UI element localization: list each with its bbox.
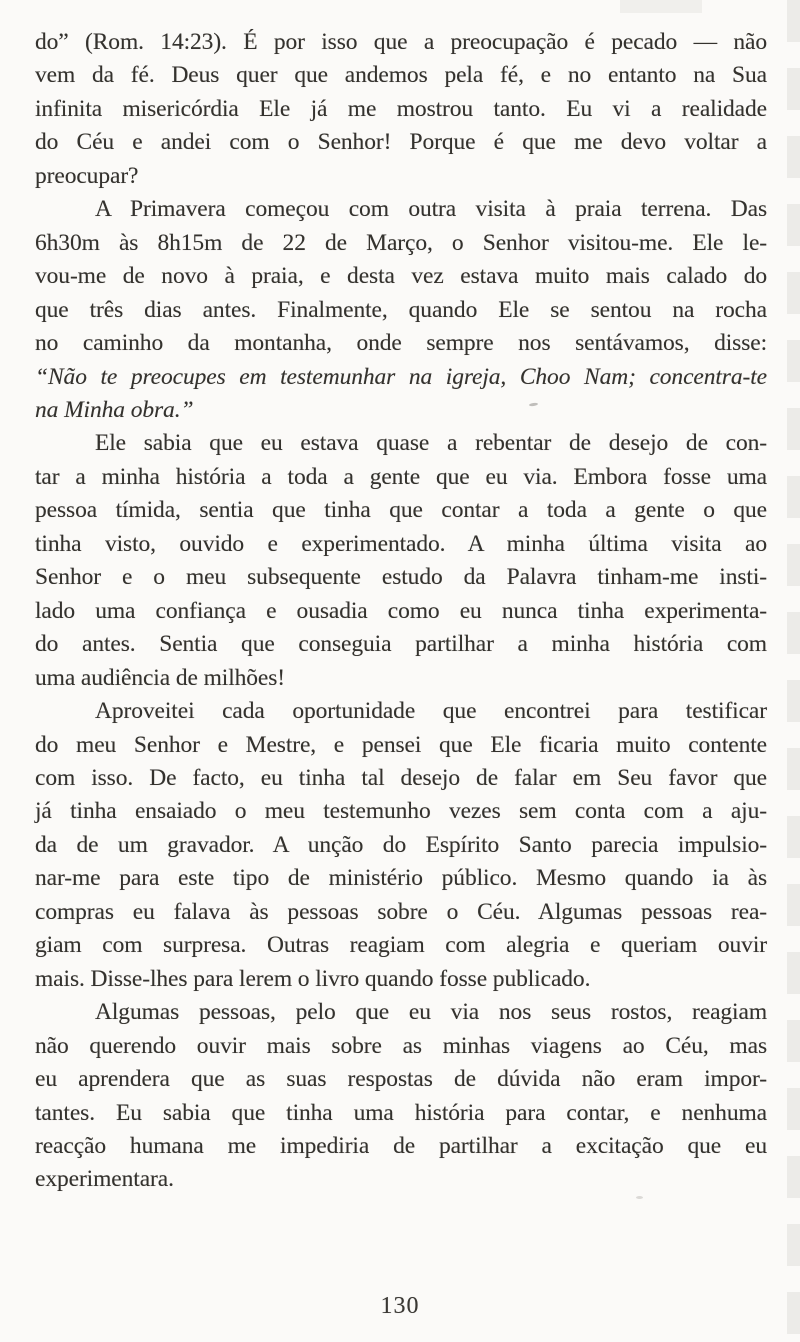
text-line: do Céu e andei com o Senhor! Porque é que me devo voltar a xyxy=(35,129,767,156)
text-line: lado uma confiança e ousadia como eu nunca tinha experimenta- xyxy=(35,597,767,624)
paragraph xyxy=(35,695,767,996)
text-line: tinha visto, ouvido e experimentado. A minha última visita ao xyxy=(35,530,767,557)
text-line: Ele sabia que eu estava quase a rebentar de desejo de con- xyxy=(95,430,767,457)
text-line: A Primavera começou com outra visita à praia terrena. Das xyxy=(95,196,767,223)
paragraph xyxy=(35,427,767,695)
text-line: tantes. Eu sabia que tinha uma história para contar, e nenhuma xyxy=(35,1099,767,1126)
text-line: “Não te preocupes em testemunhar na igreja, Choo Nam; concentra-te xyxy=(35,363,767,390)
paragraph xyxy=(35,193,767,427)
text-line: na Minha obra.” xyxy=(35,396,194,423)
text-line: infinita misericórdia Ele já me mostrou tanto. Eu vi a realidade xyxy=(35,95,767,122)
text-line: tar a minha história a toda a gente que eu via. Embora fosse uma xyxy=(35,463,767,490)
text-line: experimentara. xyxy=(35,1166,174,1193)
text-line: giam com surpresa. Outras reagiam com alegria e queriam ouvir xyxy=(35,932,767,959)
text-line: mais. Disse-lhes para lerem o livro quando fosse publicado. xyxy=(35,965,591,992)
text-block xyxy=(35,26,767,1197)
text-line: do” (Rom. 14:23). É por isso que a preocupação é pecado — não xyxy=(35,29,767,55)
text-line: que três dias antes. Finalmente, quando Ele se sentou na rocha xyxy=(35,296,767,323)
text-line: preocupar? xyxy=(35,162,139,189)
text-line: uma audiência de milhões! xyxy=(35,664,286,691)
text-line: nar-me para este tipo de ministério público. Mesmo quando ia às xyxy=(35,865,767,892)
text-line: não querendo ouvir mais sobre as minhas viagens ao Céu, mas xyxy=(35,1032,767,1059)
text-line: no caminho da montanha, onde sempre nos sentávamos, disse: xyxy=(35,330,767,357)
text-line: reacção humana me impediria de partilhar a excitação que eu xyxy=(35,1132,767,1159)
text-line: Algumas pessoas, pelo que eu via nos seus rostos, reagiam xyxy=(95,999,767,1026)
text-line: Aproveitei cada oportunidade que encontrei para testificar xyxy=(95,698,767,725)
page-number: 130 xyxy=(380,1293,420,1319)
text-line: eu aprendera que as suas respostas de dúvida não eram impor- xyxy=(35,1066,767,1093)
scan-artifact xyxy=(620,0,702,13)
text-line: do antes. Sentia que conseguia partilhar a minha história com xyxy=(35,631,767,658)
text-line: com isso. De facto, eu tinha tal desejo de falar em Seu favor que xyxy=(35,764,767,791)
text-line: já tinha ensaiado o meu testemunho vezes sem conta com a aju- xyxy=(35,798,767,825)
text-line: 6h30m às 8h15m de 22 de Março, o Senhor visitou-me. Ele le- xyxy=(35,229,767,256)
scan-edge-shade xyxy=(787,0,800,1342)
text-line: compras eu falava às pessoas sobre o Céu. Algumas pessoas rea- xyxy=(35,898,767,925)
paragraph xyxy=(35,996,767,1197)
text-line: vem da fé. Deus quer que andemos pela fé, e no entanto na Sua xyxy=(35,62,767,89)
text-line: Senhor e o meu subsequente estudo da Palavra tinham-me insti- xyxy=(35,564,767,591)
paragraph xyxy=(35,26,767,193)
text-line: vou-me de novo à praia, e desta vez estava muito mais calado do xyxy=(35,263,767,290)
text-line: pessoa tímida, sentia que tinha que contar a toda a gente o que xyxy=(35,497,767,524)
text-line: da de um gravador. A unção do Espírito Santo parecia impulsio- xyxy=(35,831,767,858)
text-line: do meu Senhor e Mestre, e pensei que Ele ficaria muito contente xyxy=(35,731,767,758)
